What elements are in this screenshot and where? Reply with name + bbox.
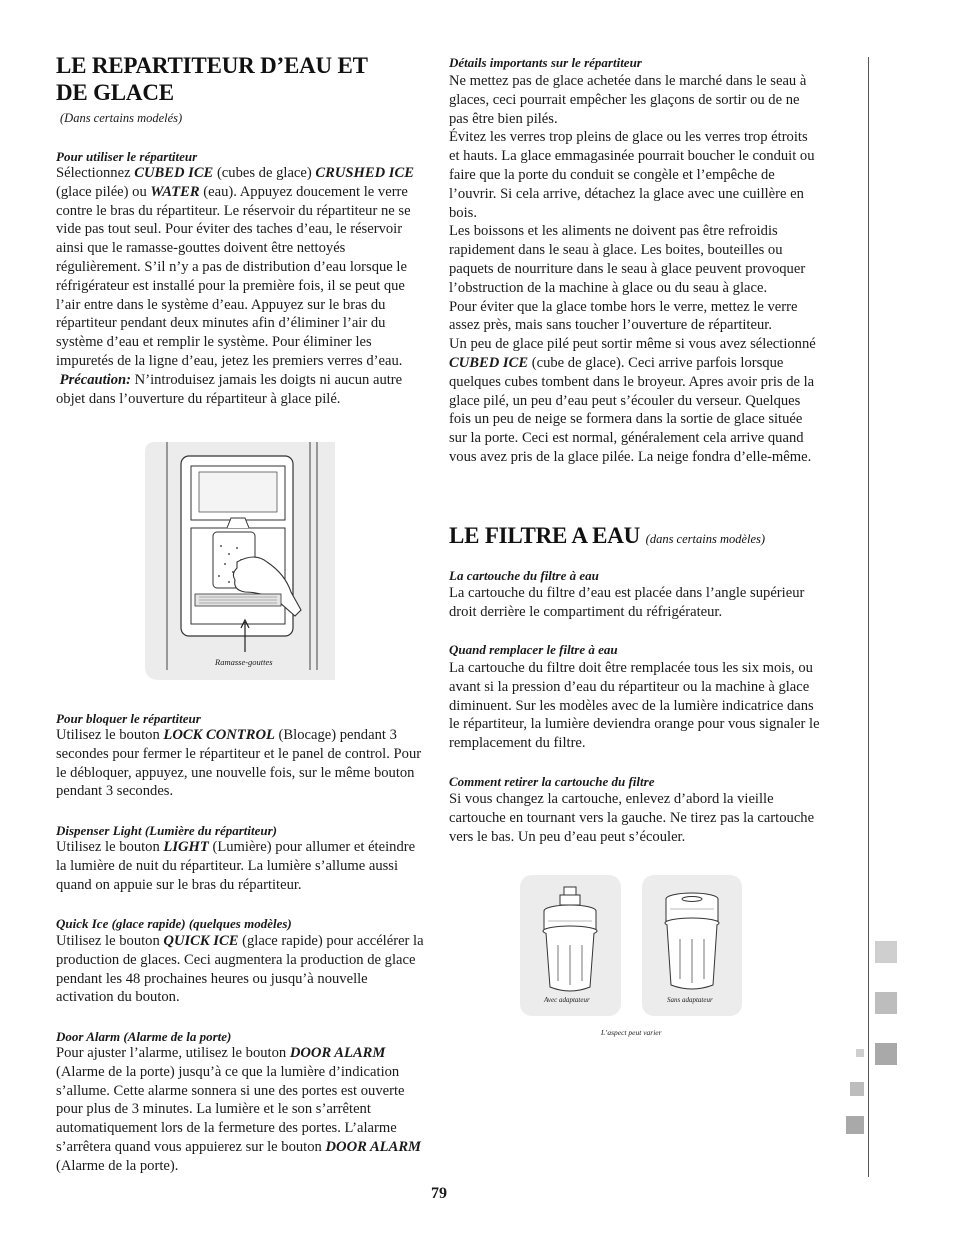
margin-rule — [868, 57, 869, 1177]
filter-figure-caption: L’aspect peut varier — [601, 1028, 662, 1037]
side-tab-marker — [856, 1049, 864, 1057]
text-run: (Blocage) pendant 3 secondes pour fermer le répartiteur et le panel de control. Pour le débloquer, appuyez, une nouvelle fois, sur le même bouton pendant 3 secondes. — [56, 727, 422, 800]
filter-title: LE FILTRE A EAU — [449, 523, 641, 548]
lock-heading: Pour bloquer le répartiteur — [56, 711, 201, 726]
button-name-light: LIGHT — [163, 839, 209, 855]
remove-text: Si vous changez la cartouche, enlevez d’abord la vieille cartouche en tournant vers la gauche. Ne tirez pas la cartouche vers le bas. Un peu d’eau peut s’écouler. — [449, 791, 815, 845]
lock-text — [56, 726, 428, 801]
light-heading: Dispenser Light (Lumière du répartiteur) — [56, 823, 278, 838]
text-run: Un peu de glace pilé peut sortir même si vous avez sélectionné — [449, 336, 816, 353]
button-name-door-alarm: DOOR ALARM — [289, 1045, 386, 1061]
button-name-water: WATER — [150, 183, 200, 200]
details-paragraph — [449, 335, 821, 467]
text-run: Sélectionnez — [56, 165, 135, 181]
title-line-1: LE REPARTITEUR D’EAU ET — [56, 53, 368, 78]
text-run: (eau). Appuyez doucement le verre contre le bras du répartiteur. Le réservoir du répartiteur ne se vide pas tout seul. Pour éviter des taches d’eau, le réservoir ainsi que le ramasse-gouttes doivent être nettoyés régulièrement. S’il n’y a pas de distribution d’eau lorsque le réfrigérateur est installé pour la première fois, il se peut que l’air entre dans le système d’eau. Appuyez sur le bras du répartiteur pendant deux minutes afin d’éliminer l’air du système d’eau et remplir le système. Pour éliminer les impuretés de la ligne d’eau, jetez les premiers verres d’eau. — [56, 183, 411, 369]
details-heading: Détails importants sur le répartiteur — [449, 55, 642, 70]
details-paragraph: Les boissons et les aliments ne doivent pas être refroidis rapidement dans le seau à glace. Les boites, bouteilles ou paquets de nourriture dans le seau à glace peuvent provoquer l’obstruction de la machine à glace ou du seau à glace. — [449, 223, 806, 296]
remove-heading: Comment retirer la cartouche du filtre — [449, 774, 655, 789]
dispenser-drawing — [145, 442, 335, 680]
door-alarm-heading: Door Alarm (Alarme de la porte) — [56, 1029, 232, 1044]
filter-models-note: (dans certains modèles) — [645, 532, 766, 546]
text-run: (glace rapide) pour accélérer la production de glaces. Ceci augmentera la production de glace pendant les 48 prochaines heures ou jusqu’à nouvelle activation du bouton. — [56, 933, 424, 1006]
details-text — [449, 72, 821, 467]
text-run: Pour ajuster l’alarme, utilisez le bouton — [56, 1045, 290, 1061]
filter-label-with-adapter: Avec adaptateur — [544, 996, 590, 1004]
cartridge-heading: La cartouche du filtre à eau — [449, 568, 599, 583]
text-run: (glace pilée) ou — [56, 183, 151, 200]
details-paragraph: Pour éviter que la glace tombe hors le verre, mettez le verre assez près, mais sans toucher l’ouverture de répartiteur. — [449, 298, 798, 334]
dispenser-illustration — [145, 442, 335, 680]
filter-cartridge-icon — [520, 875, 621, 1016]
side-tab-marker — [850, 1082, 864, 1096]
text-run: Utilisez le bouton — [56, 933, 164, 949]
side-tab-marker — [875, 941, 897, 963]
side-tab-marker — [875, 992, 897, 1014]
filter-label-without-adapter: Sans adaptateur — [667, 996, 713, 1004]
filter-cartridge-icon — [642, 875, 742, 1016]
details-paragraph: Évitez les verres trop pleins de glace ou les verres trop étroits et hauts. La glace emmagasinée pourrait boucher le conduit ou faire que la porte du conduit se congèle et l’empêche de l’ouvrir. Si cela arrive, détachez la glace avec une cuillère en bois. — [449, 129, 815, 221]
use-text — [56, 164, 428, 408]
button-name-quick-ice: QUICK ICE — [163, 933, 239, 949]
text-run: (Lumière) pour allumer et éteindre la lumière de nuit du répartiteur. La lumière s’allume aussi quand on appuie sur le bras du répartiteur. — [56, 839, 416, 893]
filter-without-adapter-figure — [642, 875, 742, 1016]
models-note: (Dans certains modelés) — [60, 111, 183, 125]
text-run: (cube de glace). Ceci arrive parfois lorsque quelques cubes tombent dans le broyeur. Apres avoir pris de la glace pilé, un peu d’eau peut s’écouler du verseur. Quelques fois un peu de neige se formera dans la sortie de glace située sur la porte. Ceci est normal, généralement cela arrive quand vous avez pris de la glace pilée. La neige fondra d’elle-même. — [449, 354, 815, 465]
caution-text: N’introduisez jamais les doigts ni aucun autre objet dans l’ouverture du répartiteur à glace pilé. — [56, 371, 403, 407]
side-tab-marker — [875, 1043, 897, 1065]
side-tab-marker — [846, 1116, 864, 1134]
quick-ice-heading: Quick Ice (glace rapide) (quelques modèles) — [56, 916, 292, 931]
cartridge-text: La cartouche du filtre d’eau est placée dans l’angle supérieur droit derrière le compartiment du réfrigérateur. — [449, 585, 805, 620]
caution-label: Précaution: — [59, 371, 132, 388]
details-paragraph: Ne mettez pas de glace achetée dans le marché dans le seau à glaces, ceci pourrait empêcher les glaçons de sortir ou de ne pas être bien pilés. — [449, 73, 807, 127]
section-title-dispenser — [56, 52, 368, 106]
filter-with-adapter-figure — [520, 875, 621, 1016]
button-name-lock-control: LOCK CONTROL — [163, 727, 275, 743]
button-name-crushed-ice: CRUSHED ICE — [315, 165, 414, 181]
text-run: Utilisez le bouton — [56, 727, 164, 743]
button-name-cubed-ice: CUBED ICE — [134, 165, 214, 181]
text-run: Utilisez le bouton — [56, 839, 164, 855]
title-line-2: DE GLACE — [56, 80, 174, 105]
text-run: (cubes de glace) — [213, 165, 316, 181]
drip-tray-caption: Ramasse-gouttes — [215, 657, 273, 667]
button-name-door-alarm: DOOR ALARM — [325, 1138, 422, 1155]
door-alarm-text — [56, 1044, 428, 1176]
text-run: (Alarme de la porte). — [56, 1157, 179, 1174]
text-run: (Alarme de la porte) jusqu’à ce que la lumière d’indication s’allume. Cette alarme sonnera si une des portes est ouverte pour plus de 3 minutes. La lumière et le son s’arrêtent automatiquement lors de la fermeture des portes. L’alarme s’arrêtera quand vous appuierez sur le bouton — [56, 1063, 405, 1155]
button-name-cubed-ice: CUBED ICE — [449, 354, 529, 371]
quick-ice-text — [56, 932, 428, 1007]
replace-heading: Quand remplacer le filtre à eau — [449, 642, 618, 657]
light-text — [56, 838, 428, 894]
use-heading: Pour utiliser le répartiteur — [56, 149, 198, 164]
section-title-water-filter — [449, 522, 765, 553]
page-number: 79 — [431, 1185, 447, 1202]
replace-text: La cartouche du filtre doit être remplacée tous les six mois, ou avant si la pression d’eau du répartiteur ou la machine à glace diminuent. Sur les modèles avec de la lumière indicatrice dans le répartiteur, la lumière deviendra orange pour vous signaler le remplacement du filtre. — [449, 660, 820, 752]
